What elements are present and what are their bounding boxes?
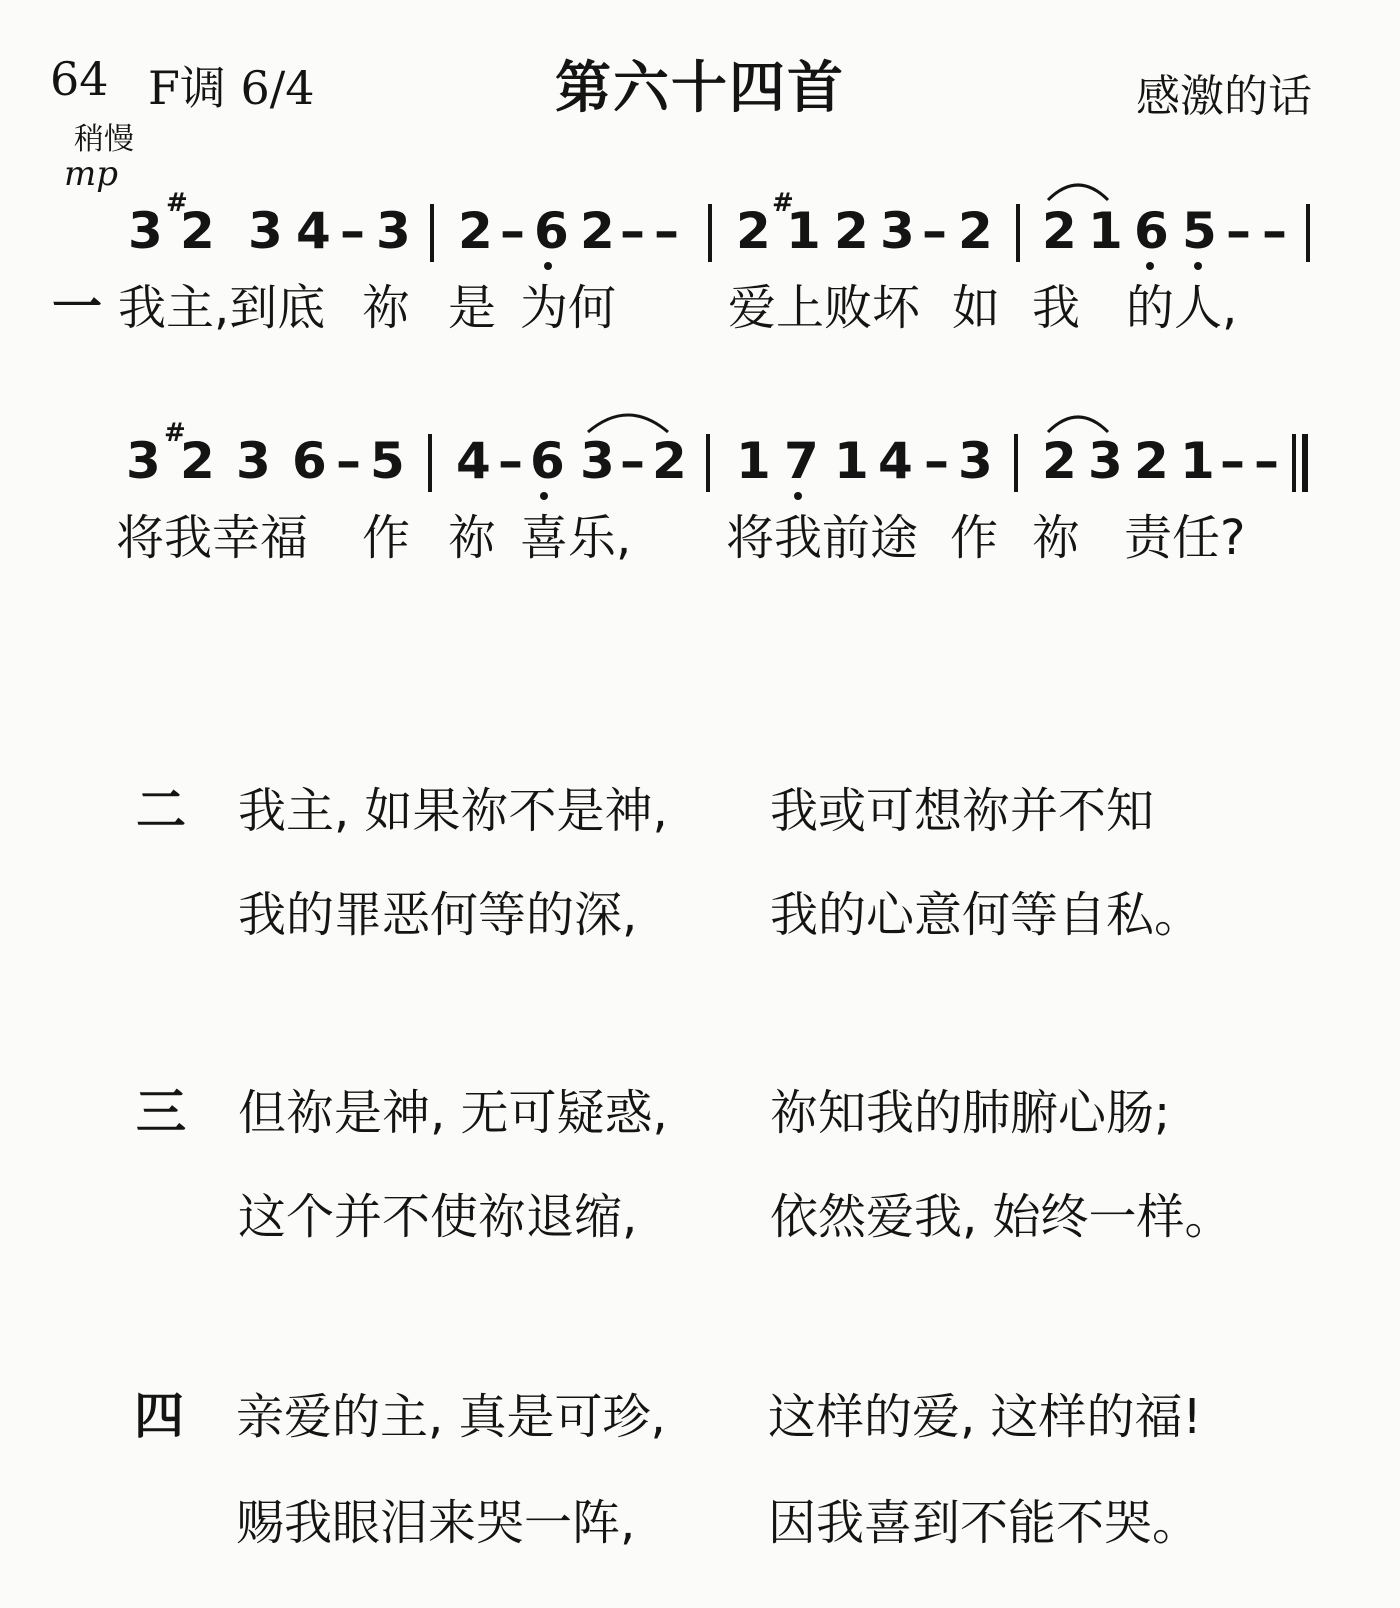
note: 6: [292, 432, 327, 490]
lyric-syllable: 为何: [520, 280, 617, 336]
note: 5: [370, 432, 405, 490]
note: 2: [958, 202, 993, 260]
note: 3: [958, 432, 993, 490]
note: –: [340, 202, 365, 260]
verse-line: 赐我眼泪来哭一阵,: [236, 1495, 636, 1551]
sharp-sign: #: [166, 188, 188, 218]
lyric-syllable: 将我前途: [726, 510, 919, 566]
note: 3: [126, 432, 161, 490]
dynamic-marking: mp: [64, 154, 119, 194]
note: 2: [180, 432, 215, 490]
note: 2: [1134, 432, 1169, 490]
note: 3: [248, 202, 283, 260]
note: 4: [878, 432, 913, 490]
note: 6: [1134, 202, 1169, 260]
note: –: [620, 202, 645, 260]
lyric-syllable: 如: [952, 280, 1001, 336]
verse-line: 我的心意何等自私。: [770, 887, 1203, 943]
note: –: [1220, 432, 1245, 490]
lyric-syllable: 将我幸福: [116, 510, 309, 566]
bar-line: [430, 204, 434, 262]
note: 2: [580, 202, 615, 260]
verse-line: 依然爱我, 始终一样。: [770, 1189, 1233, 1245]
note: 1: [1088, 202, 1123, 260]
note: –: [500, 202, 525, 260]
note: 2: [736, 202, 771, 260]
note: 7: [784, 432, 819, 490]
note: 2: [180, 202, 215, 260]
note: –: [1226, 202, 1251, 260]
final-bar-line-thick: [1302, 434, 1308, 492]
low-octave-dot: [1146, 262, 1154, 270]
note: 3: [128, 202, 163, 260]
verse-line: 我主, 如果祢不是神,: [238, 783, 668, 839]
verse-line: 亲爱的主, 真是可珍,: [236, 1389, 666, 1445]
note: –: [620, 432, 645, 490]
note: 4: [456, 432, 491, 490]
bar-line: [1016, 204, 1020, 262]
note: –: [922, 202, 947, 260]
verse-line: 祢知我的肺腑心肠;: [770, 1085, 1171, 1141]
lyric-syllable: 祢: [1032, 510, 1081, 566]
lyric-syllable: 我: [1032, 280, 1081, 336]
note: 3: [376, 202, 411, 260]
verse-line: 我的罪恶何等的深,: [238, 887, 638, 943]
key-time-signature: F调 6/4: [148, 61, 315, 115]
note: –: [1262, 202, 1287, 260]
page-title: 第六十四首: [555, 56, 845, 121]
bar-line: [708, 204, 712, 262]
note: 3: [236, 432, 271, 490]
lyric-syllable: 是: [448, 280, 497, 336]
lyric-syllable: 祢: [362, 280, 411, 336]
bar-line: [1306, 204, 1310, 262]
note: 5: [1182, 202, 1217, 260]
low-octave-dot: [544, 262, 552, 270]
note: –: [498, 432, 523, 490]
note: –: [654, 202, 679, 260]
note: 3: [580, 432, 615, 490]
lyric-syllable: 祢: [448, 510, 497, 566]
hymn-number: 64: [50, 52, 109, 106]
verse-number: 三: [136, 1083, 186, 1141]
verse-line: 因我喜到不能不哭。: [768, 1495, 1201, 1551]
hymn-subtitle: 感激的话: [1136, 71, 1312, 122]
verse-line: 但祢是神, 无可疑惑,: [238, 1085, 668, 1141]
note: 2: [458, 202, 493, 260]
note: 1: [1180, 432, 1215, 490]
note: 3: [1088, 432, 1123, 490]
note: 2: [834, 202, 869, 260]
lyric-syllable: 作: [362, 510, 411, 566]
note: 2: [652, 432, 687, 490]
verse-number: 一: [52, 278, 102, 336]
note: 2: [1042, 432, 1077, 490]
verse-number: 二: [136, 781, 186, 839]
note: –: [924, 432, 949, 490]
verse-number: 四: [134, 1387, 184, 1445]
note: 2: [1042, 202, 1077, 260]
verse-line: 这样的爱, 这样的福!: [768, 1389, 1202, 1445]
note: 1: [736, 432, 771, 490]
low-octave-dot: [540, 492, 548, 500]
final-bar-line: [1292, 434, 1296, 492]
lyric-syllable: 爱上败坏: [728, 280, 921, 336]
verse-line: 我或可想祢并不知: [770, 783, 1155, 839]
bar-line: [428, 434, 432, 492]
lyric-syllable: 作: [950, 510, 999, 566]
note: 4: [296, 202, 331, 260]
note: 6: [534, 202, 569, 260]
note: –: [1254, 432, 1279, 490]
low-octave-dot: [794, 492, 802, 500]
low-octave-dot: [1194, 262, 1202, 270]
sharp-sign: #: [164, 418, 186, 448]
note: 3: [880, 202, 915, 260]
note: 1: [834, 432, 869, 490]
sharp-sign: #: [772, 188, 794, 218]
lyric-syllable: 责任?: [1124, 510, 1246, 566]
note: 6: [530, 432, 565, 490]
lyric-syllable: 的人,: [1126, 280, 1238, 336]
lyric-syllable: 我主,到底: [118, 280, 326, 336]
note: 1: [786, 202, 821, 260]
bar-line: [706, 434, 710, 492]
lyric-syllable: 喜乐,: [520, 510, 632, 566]
verse-line: 这个并不使祢退缩,: [238, 1189, 638, 1245]
note: –: [336, 432, 361, 490]
tempo-marking: 稍慢: [74, 122, 134, 157]
bar-line: [1014, 434, 1018, 492]
